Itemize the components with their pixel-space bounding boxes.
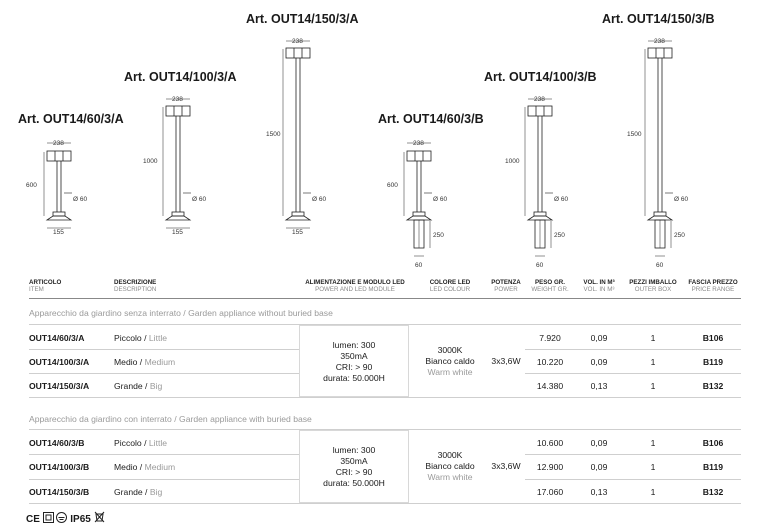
row-a3-desc: Grande / Big xyxy=(114,381,163,391)
dim-base-a60: 155 xyxy=(53,229,64,236)
row-a2-price: B119 xyxy=(702,357,724,367)
row-a-divider-2 xyxy=(29,373,299,374)
section-b-spec: lumen: 300 350mA CRI: > 90 durata: 50.000H xyxy=(323,445,385,488)
dim-dia-b60: Ø 60 xyxy=(433,196,448,203)
row-a2-code: OUT14/100/3/A xyxy=(29,357,90,367)
row-a1-desc: Piccolo / Little xyxy=(114,333,168,343)
dim-width-a60: 238 xyxy=(53,140,64,147)
row-b2-code: OUT14/100/3/B xyxy=(29,462,90,472)
row-b1-qty: 1 xyxy=(650,438,656,448)
row-b1-code: OUT14/60/3/B xyxy=(29,438,85,448)
dim-spike-width-b60: 60 xyxy=(415,262,423,269)
dim-width-a100: 238 xyxy=(172,96,183,103)
section-a-title: Apparecchio da giardino senza interrato / Garden appliance without buried base xyxy=(29,308,333,318)
header-item: ARTICOLO ITEM xyxy=(29,279,62,293)
dim-base-a150: 155 xyxy=(292,229,303,236)
row-b3-code: OUT14/150/3/B xyxy=(29,487,90,497)
row-b-divider-2 xyxy=(29,479,299,480)
dim-height-b100: 1000 xyxy=(505,158,520,165)
class-2-icon xyxy=(43,512,54,523)
title-out14-100-3-b: Art. OUT14/100/3/B xyxy=(484,70,597,84)
section-b-colour: 3000K Bianco caldo Warm white xyxy=(425,450,475,482)
header-volume: VOL. IN M³ VOL. IN M³ xyxy=(583,279,615,293)
title-out14-60-3-a: Art. OUT14/60/3/A xyxy=(18,112,124,126)
dim-height-b60: 600 xyxy=(387,182,398,189)
header-power-module: ALIMENTAZIONE E MODULO LED POWER AND LED MODULE xyxy=(305,279,405,293)
dim-height-b150: 1500 xyxy=(627,131,642,138)
dim-height-a60: 600 xyxy=(26,182,37,189)
row-b3-price: B132 xyxy=(702,487,724,497)
row-a1-qty: 1 xyxy=(650,333,656,343)
dim-width-b60: 238 xyxy=(413,140,424,147)
row-a1-code: OUT14/60/3/A xyxy=(29,333,85,343)
drawing-a150 xyxy=(283,41,311,228)
dim-height-a100: 1000 xyxy=(143,158,158,165)
row-b-divider-4 xyxy=(525,479,741,480)
header-weight: PESO GR. WEIGHT GR. xyxy=(531,279,569,293)
ground-icon xyxy=(56,512,67,523)
dim-spike-b100: 250 xyxy=(554,232,565,239)
row-b2-desc: Medio / Medium xyxy=(114,462,176,472)
row-a-divider-1 xyxy=(29,349,299,350)
row-a2-desc: Medio / Medium xyxy=(114,357,176,367)
ip65-label: IP65 xyxy=(70,514,91,525)
dim-width-b100: 238 xyxy=(534,96,545,103)
header-power: POTENZA POWER xyxy=(491,279,521,293)
row-a3-volume: 0,13 xyxy=(590,381,608,391)
drawing-a100 xyxy=(163,99,191,228)
row-b-divider-3 xyxy=(525,454,741,455)
row-b3-qty: 1 xyxy=(650,487,656,497)
drawing-a60 xyxy=(44,143,72,228)
certification-bar xyxy=(26,511,105,525)
row-a3-code: OUT14/150/3/A xyxy=(29,381,90,391)
row-b2-weight: 12.900 xyxy=(536,462,564,472)
row-a3-weight: 14.380 xyxy=(536,381,564,391)
section-b-title: Apparecchio da giardino con interrato / Garden appliance with buried base xyxy=(29,414,312,424)
title-out14-100-3-a: Art. OUT14/100/3/A xyxy=(124,70,237,84)
dim-dia-a150: Ø 60 xyxy=(312,196,327,203)
section-a-power: 3x3,6W xyxy=(491,356,521,366)
row-a3-price: B132 xyxy=(702,381,724,391)
row-a2-volume: 0,09 xyxy=(590,357,608,367)
section-a-spec: lumen: 300 350mA CRI: > 90 durata: 50.000H xyxy=(323,340,385,383)
row-a-divider-3 xyxy=(525,349,741,350)
section-b-power: 3x3,6W xyxy=(491,461,521,471)
row-b1-desc: Piccolo / Little xyxy=(114,438,168,448)
dim-dia-a100: Ø 60 xyxy=(192,196,207,203)
row-b2-qty: 1 xyxy=(650,462,656,472)
row-b3-desc: Grande / Big xyxy=(114,487,163,497)
row-a2-weight: 10.220 xyxy=(536,357,564,367)
dim-dia-b100: Ø 60 xyxy=(554,196,569,203)
row-b1-weight: 10.600 xyxy=(536,438,564,448)
section-a-colour: 3000K Bianco caldo Warm white xyxy=(425,345,475,377)
title-out14-60-3-b: Art. OUT14/60/3/B xyxy=(378,112,484,126)
dim-width-a150: 238 xyxy=(292,38,303,45)
row-b1-price: B106 xyxy=(702,438,724,448)
row-b1-volume: 0,09 xyxy=(590,438,608,448)
dim-spike-width-b150: 60 xyxy=(656,262,664,269)
row-a-divider-4 xyxy=(525,373,741,374)
drawing-b60 xyxy=(404,143,432,256)
row-b2-price: B119 xyxy=(702,462,724,472)
header-outer-box: PEZZI IMBALLO OUTER BOX xyxy=(629,279,677,293)
drawing-b150 xyxy=(645,41,673,256)
row-a1-price: B106 xyxy=(702,333,724,343)
header-price-range: FASCIA PREZZO PRICE RANGE xyxy=(688,279,738,293)
dim-spike-width-b100: 60 xyxy=(536,262,544,269)
row-b3-volume: 0,13 xyxy=(590,487,608,497)
dim-dia-b150: Ø 60 xyxy=(674,196,689,203)
dim-width-b150: 238 xyxy=(654,38,665,45)
row-b2-volume: 0,09 xyxy=(590,462,608,472)
section-b-bottom-rule xyxy=(29,503,741,504)
row-a3-qty: 1 xyxy=(650,381,656,391)
header-description: DESCRIZIONE DESCRIPTION xyxy=(114,279,157,293)
ce-mark-icon: CE xyxy=(26,514,40,525)
dim-spike-b150: 250 xyxy=(674,232,685,239)
dim-height-a150: 1500 xyxy=(266,131,281,138)
header-led-colour: COLORE LED LED COLOUR xyxy=(429,279,471,293)
title-out14-150-3-b: Art. OUT14/150/3/B xyxy=(602,12,715,26)
header-rule xyxy=(29,298,741,299)
dim-dia-a60: Ø 60 xyxy=(73,196,88,203)
row-a2-qty: 1 xyxy=(650,357,656,367)
drawing-b100 xyxy=(525,99,553,256)
row-a1-weight: 7.920 xyxy=(539,333,561,343)
row-b-divider-1 xyxy=(29,454,299,455)
section-a-bottom-rule xyxy=(29,397,741,398)
dim-base-a100: 155 xyxy=(172,229,183,236)
dim-spike-b60: 250 xyxy=(433,232,444,239)
row-a1-volume: 0,09 xyxy=(590,333,608,343)
title-out14-150-3-a: Art. OUT14/150/3/A xyxy=(246,12,359,26)
row-b3-weight: 17.060 xyxy=(536,487,564,497)
weee-bin-icon xyxy=(94,511,105,523)
